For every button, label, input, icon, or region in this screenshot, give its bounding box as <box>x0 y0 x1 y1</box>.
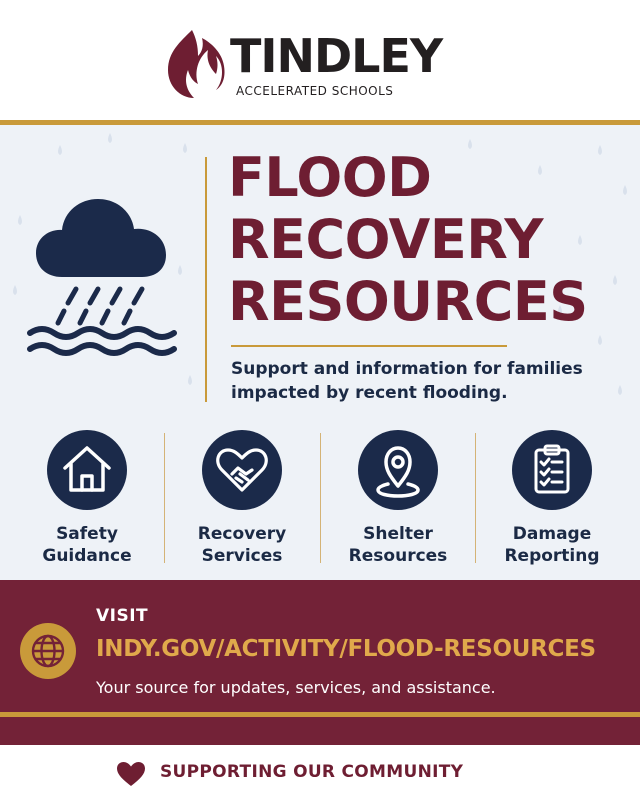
headline-line-1: FLOOD <box>228 146 432 209</box>
subtitle-divider <box>231 345 507 347</box>
header <box>0 0 640 120</box>
heart-icon <box>116 761 146 787</box>
flame-logo-icon <box>162 28 226 100</box>
resource-recovery-services[interactable] <box>167 425 317 575</box>
resource-label: Recovery Services <box>197 524 287 566</box>
headline-line-2: RECOVERY <box>228 208 543 271</box>
visit-note: Your source for updates, services, and assistance. <box>96 678 496 697</box>
resource-label: Safety Guidance <box>42 524 132 566</box>
handshake-heart-icon <box>202 430 282 510</box>
visit-label: VISIT <box>96 606 149 626</box>
resource-separator <box>164 433 165 563</box>
resource-list <box>0 425 640 580</box>
page-title <box>228 147 628 333</box>
globe-icon <box>20 623 76 679</box>
house-icon <box>47 430 127 510</box>
resource-shelter-resources[interactable] <box>323 425 473 575</box>
footer-text: SUPPORTING OUR COMMUNITY <box>160 762 464 782</box>
brand-name: TINDLEY <box>230 29 443 83</box>
resource-label: Shelter Resources <box>348 524 448 566</box>
banner-divider <box>0 712 640 717</box>
resource-safety-guidance[interactable] <box>12 425 162 575</box>
hero-subtitle: Support and information for families impacted by recent flooding. <box>231 359 583 403</box>
hero-divider <box>205 157 207 402</box>
headline-line-3: RESOURCES <box>228 270 588 333</box>
map-pin-icon <box>358 430 438 510</box>
resource-url-link[interactable]: INDY.GOV/ACTIVITY/FLOOD-RESOURCES <box>96 636 596 662</box>
resource-label: Damage Reporting <box>504 524 600 566</box>
visit-banner <box>0 580 640 745</box>
hero-section <box>0 125 640 580</box>
resource-damage-reporting[interactable] <box>477 425 627 575</box>
clipboard-checklist-icon <box>512 430 592 510</box>
resource-separator <box>320 433 321 563</box>
brand-tagline: ACCELERATED SCHOOLS <box>236 84 394 98</box>
resource-separator <box>475 433 476 563</box>
cloud-rain-waves-icon <box>24 177 184 367</box>
footer <box>0 745 640 800</box>
